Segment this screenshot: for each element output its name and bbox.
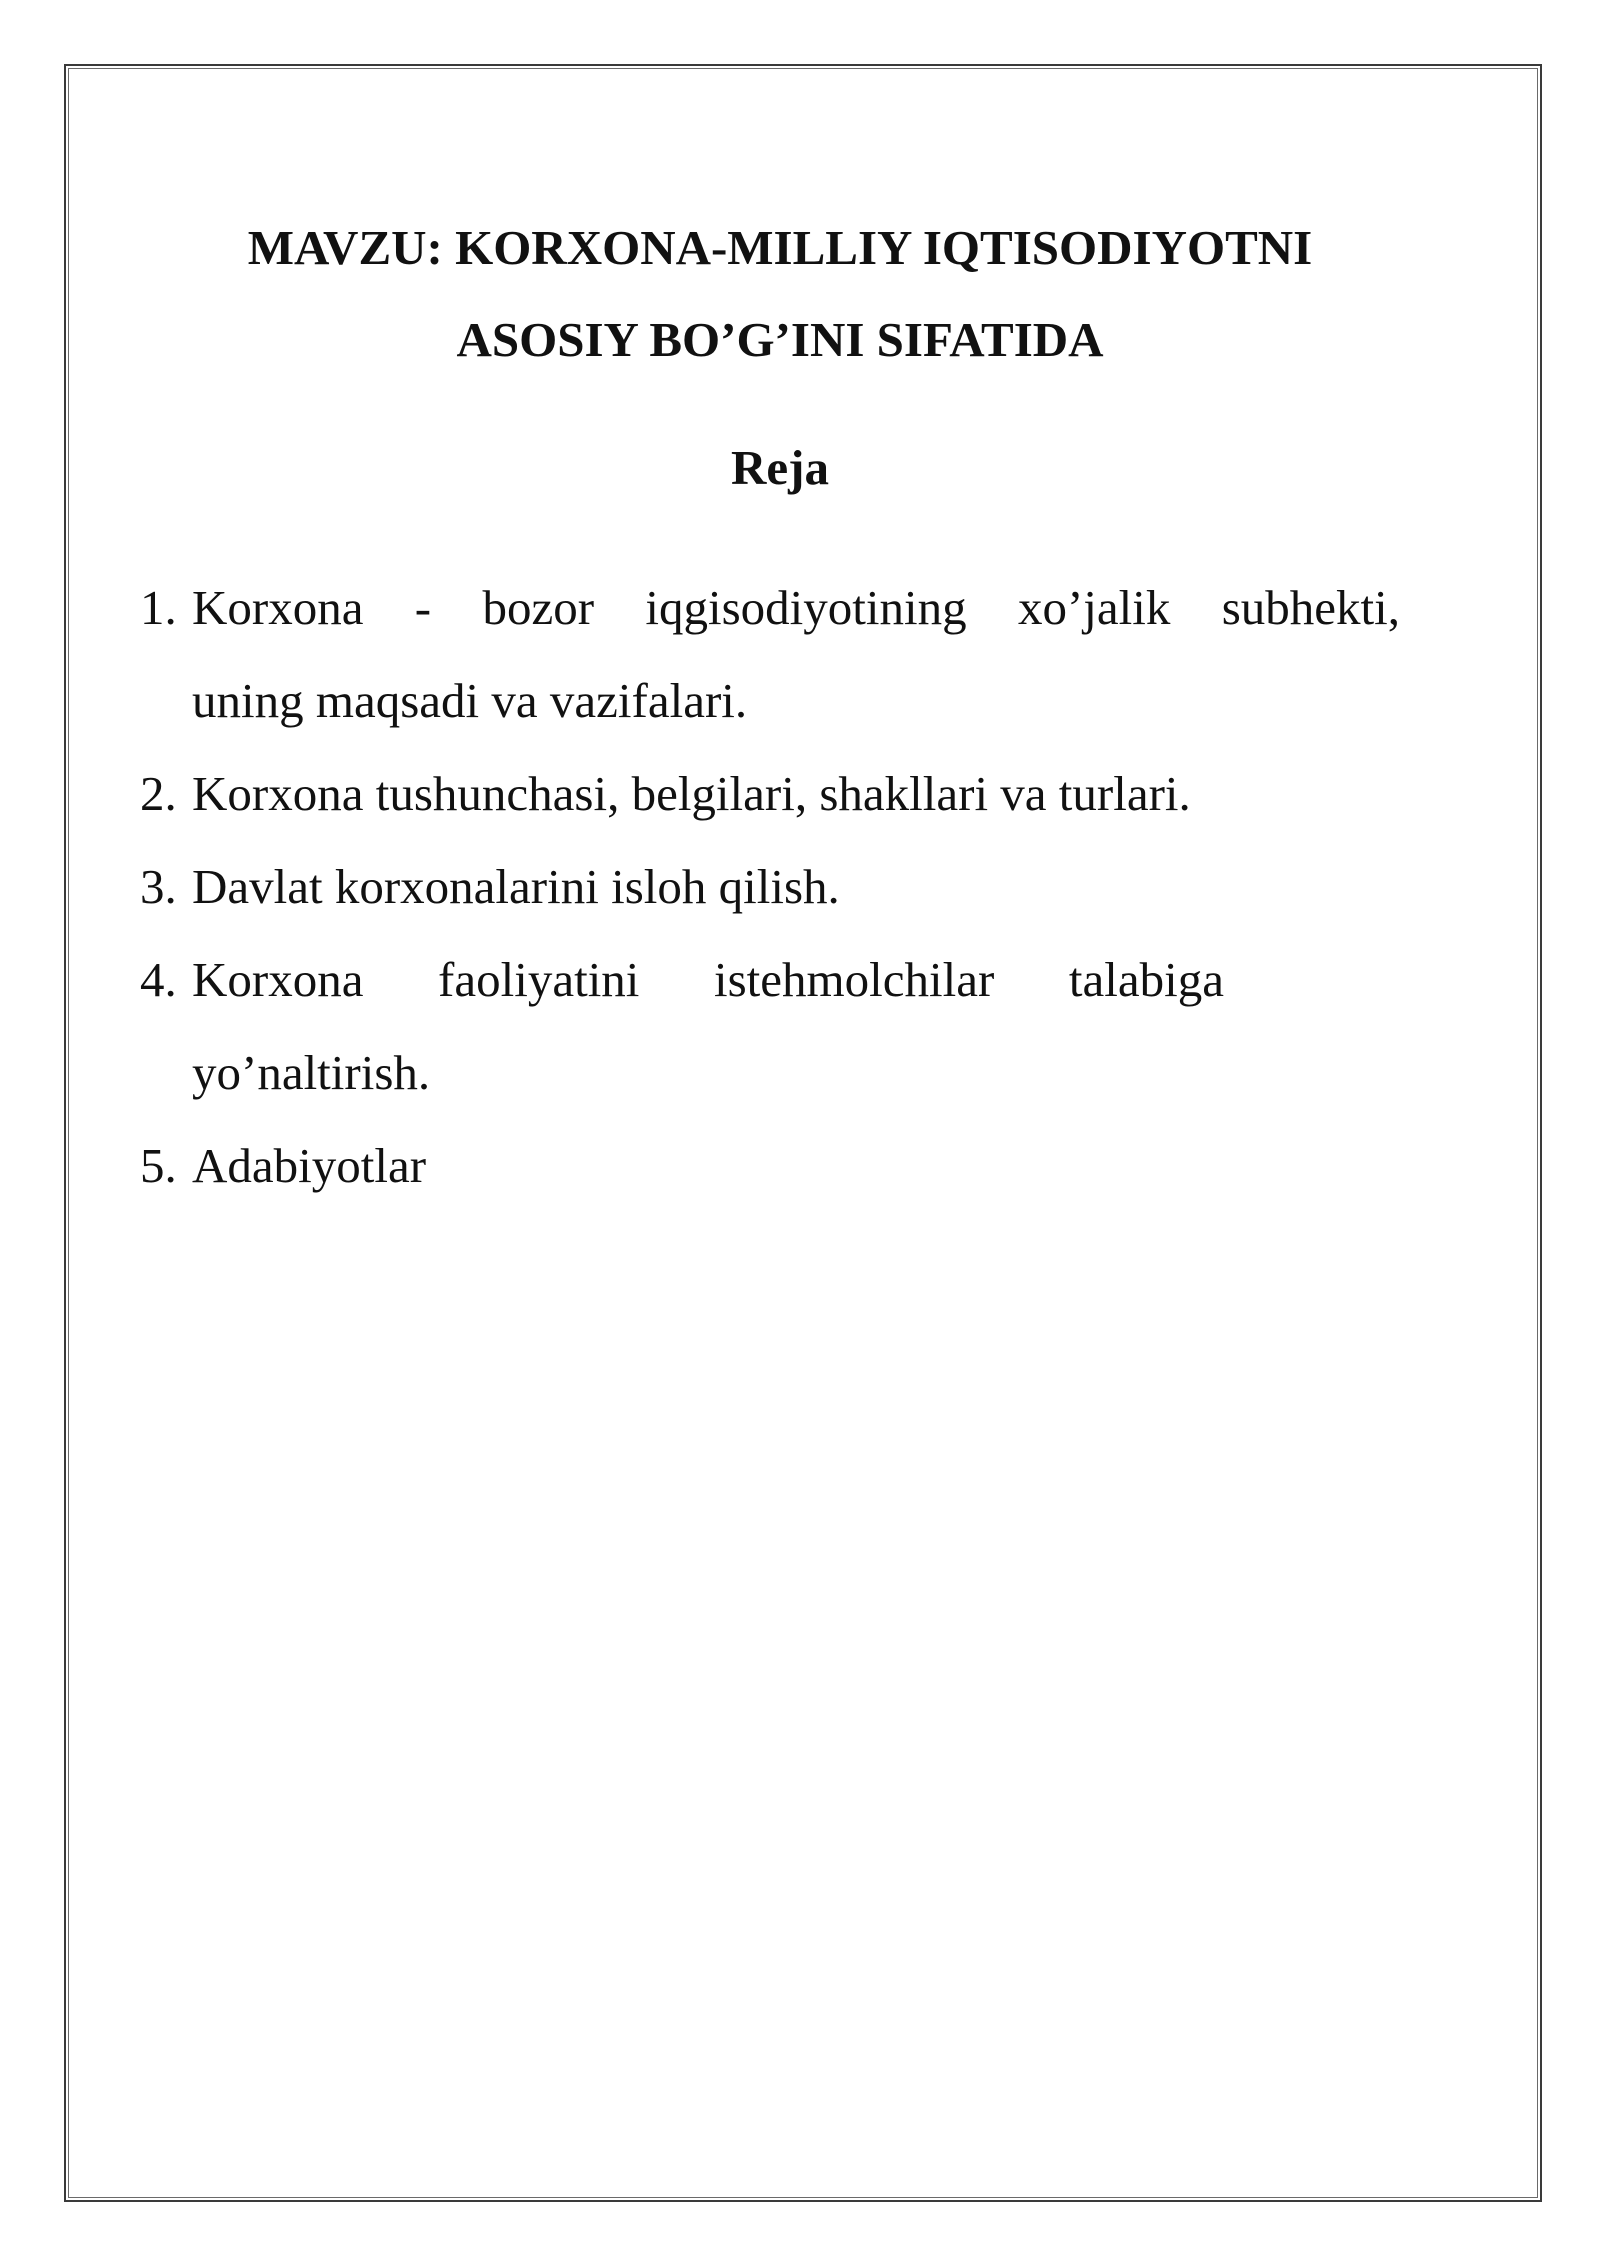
plan-item-text-line-1: Korxona - bozor iqgisodiyotining xo’jalik subhekti, bbox=[192, 580, 1400, 635]
plan-item-text-line-1: Korxona faoliyatini istehmolchilar talabiga bbox=[192, 952, 1224, 1007]
plan-item-text-line-2: uning maqsadi va vazifalari. bbox=[192, 673, 748, 728]
document-title-line-2: ASOSIY BO’G’INI SIFATIDA bbox=[456, 312, 1104, 367]
plan-item-number: 3. bbox=[140, 859, 177, 914]
plan-heading: Reja bbox=[731, 440, 829, 495]
plan-item-text-line-2: yo’naltirish. bbox=[192, 1045, 431, 1100]
plan-item-number: 1. bbox=[140, 580, 177, 635]
plan-item-text: Davlat korxonalarini isloh qilish. bbox=[192, 859, 840, 914]
document-title bbox=[130, 202, 1430, 386]
plan-item-number: 5. bbox=[140, 1138, 177, 1193]
plan-item-text bbox=[192, 933, 1400, 1119]
plan-item-text: Korxona tushunchasi, belgilari, shakllari va turlari. bbox=[192, 766, 1191, 821]
plan-item-text bbox=[192, 561, 1400, 747]
plan-item-number: 2. bbox=[140, 766, 177, 821]
document-title-line-1: MAVZU: KORXONA-MILLIY IQTISODIYOTNI bbox=[247, 220, 1313, 275]
plan-item-3 bbox=[140, 840, 1400, 933]
plan-item-5 bbox=[140, 1119, 1400, 1212]
plan-list bbox=[140, 561, 1400, 1212]
plan-item-4 bbox=[140, 933, 1400, 1119]
plan-item-text: Adabiyotlar bbox=[192, 1138, 427, 1193]
plan-item-2 bbox=[140, 747, 1400, 840]
plan-item-1 bbox=[140, 561, 1400, 747]
plan-item-number: 4. bbox=[140, 952, 177, 1007]
